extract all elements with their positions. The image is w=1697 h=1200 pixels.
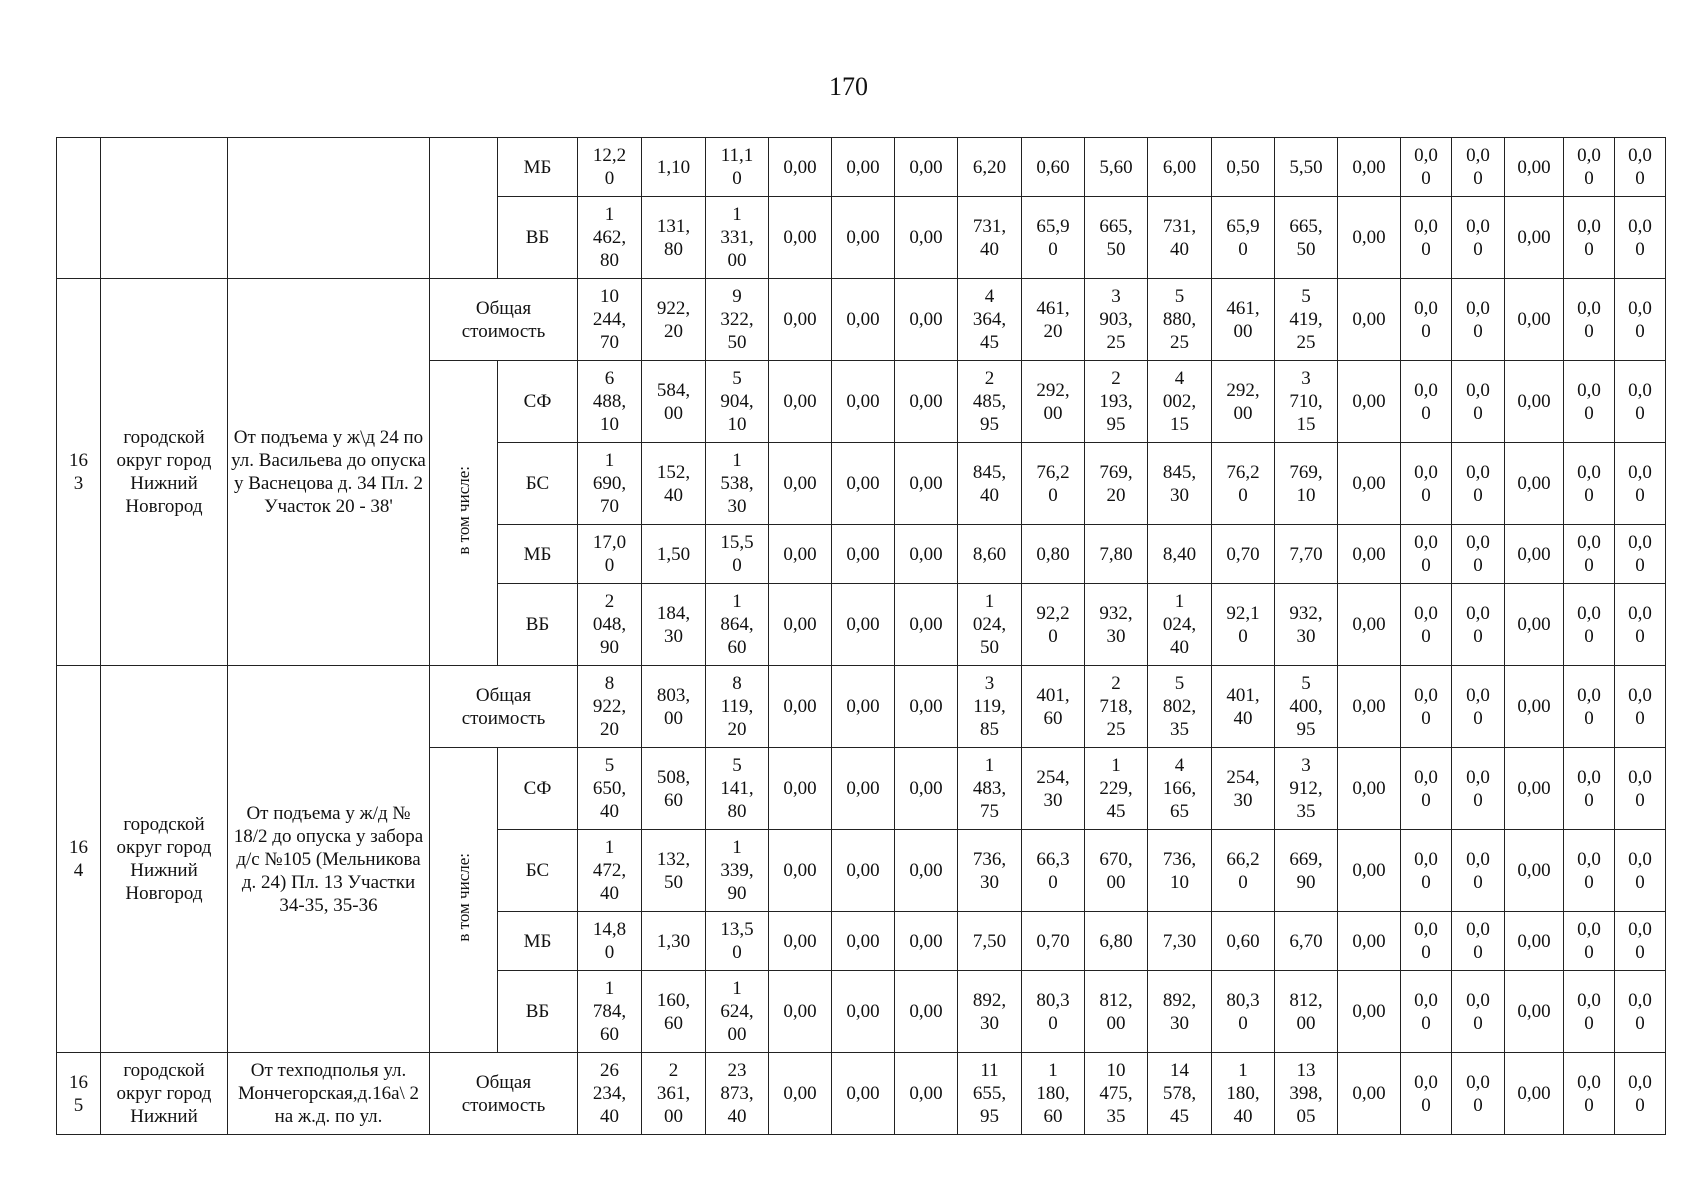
value-cell: 0,0 0 — [1401, 279, 1452, 361]
value-cell: 76,2 0 — [1022, 443, 1085, 525]
value-cell: 0,00 — [1505, 748, 1564, 830]
value-cell: 670, 00 — [1085, 830, 1148, 912]
value-cell: 0,60 — [1212, 912, 1275, 971]
value-cell: 584, 00 — [642, 361, 706, 443]
value-cell: 65,9 0 — [1022, 197, 1085, 279]
value-cell: 0,00 — [832, 138, 895, 197]
value-cell: 5 880, 25 — [1148, 279, 1212, 361]
value-cell: 1 024, 50 — [958, 584, 1022, 666]
value-cell: 0,0 0 — [1615, 197, 1666, 279]
table-body — [57, 138, 1666, 1135]
value-cell: 3 912, 35 — [1275, 748, 1338, 830]
value-cell: 131, 80 — [642, 197, 706, 279]
value-cell: 0,0 0 — [1615, 443, 1666, 525]
value-cell: 803, 00 — [642, 666, 706, 748]
value-cell: 14,8 0 — [578, 912, 642, 971]
value-cell: 0,0 0 — [1564, 138, 1615, 197]
value-cell: 1 483, 75 — [958, 748, 1022, 830]
value-cell: 2 361, 00 — [642, 1053, 706, 1135]
value-cell: 0,00 — [1338, 830, 1401, 912]
funding-source: ВБ — [498, 971, 578, 1053]
in-total-label — [430, 361, 498, 666]
value-cell: 17,0 0 — [578, 525, 642, 584]
value-cell: 0,00 — [769, 748, 832, 830]
value-cell: 1,10 — [642, 138, 706, 197]
value-cell: 254, 30 — [1022, 748, 1085, 830]
value-cell: 0,00 — [769, 1053, 832, 1135]
value-cell: 0,00 — [769, 279, 832, 361]
value-cell: 11,1 0 — [706, 138, 769, 197]
value-cell: 0,0 0 — [1452, 666, 1505, 748]
value-cell: 0,0 0 — [1452, 361, 1505, 443]
object-number-cell — [57, 138, 101, 279]
table-row — [57, 666, 1666, 748]
value-cell: 0,0 0 — [1401, 361, 1452, 443]
value-cell: 0,0 0 — [1564, 584, 1615, 666]
value-cell: 0,0 0 — [1615, 830, 1666, 912]
municipality: городской округ город Нижний — [101, 1053, 228, 1135]
value-cell: 0,0 0 — [1564, 912, 1615, 971]
value-cell: 0,0 0 — [1452, 279, 1505, 361]
municipality-cell — [101, 138, 228, 279]
value-cell: 0,0 0 — [1564, 443, 1615, 525]
value-cell: 1 229, 45 — [1085, 748, 1148, 830]
value-cell: 0,0 0 — [1401, 666, 1452, 748]
municipality: городской округ город Нижний Новгород — [101, 666, 228, 1053]
value-cell: 0,0 0 — [1452, 138, 1505, 197]
value-cell: 0,00 — [1338, 525, 1401, 584]
value-cell: 0,0 0 — [1401, 830, 1452, 912]
value-cell: 0,0 0 — [1401, 525, 1452, 584]
value-cell: 7,80 — [1085, 525, 1148, 584]
value-cell: 0,00 — [832, 912, 895, 971]
value-cell: 0,00 — [769, 443, 832, 525]
value-cell: 92,2 0 — [1022, 584, 1085, 666]
value-cell: 0,0 0 — [1564, 525, 1615, 584]
value-cell: 0,00 — [1338, 971, 1401, 1053]
value-cell: 7,30 — [1148, 912, 1212, 971]
value-cell: 1,30 — [642, 912, 706, 971]
object-number: 16 3 — [57, 279, 101, 666]
value-cell: 769, 20 — [1085, 443, 1148, 525]
value-cell: 932, 30 — [1275, 584, 1338, 666]
value-cell: 0,00 — [1505, 443, 1564, 525]
value-cell: 92,1 0 — [1212, 584, 1275, 666]
value-cell: 0,00 — [1505, 830, 1564, 912]
value-cell: 0,70 — [1212, 525, 1275, 584]
value-cell: 0,0 0 — [1564, 1053, 1615, 1135]
value-cell: 0,0 0 — [1615, 279, 1666, 361]
value-cell: 5 400, 95 — [1275, 666, 1338, 748]
value-cell: 0,00 — [1338, 666, 1401, 748]
value-cell: 0,00 — [1338, 361, 1401, 443]
value-cell: 0,00 — [895, 748, 958, 830]
value-cell: 0,00 — [832, 197, 895, 279]
value-cell: 66,3 0 — [1022, 830, 1085, 912]
value-cell: 10 244, 70 — [578, 279, 642, 361]
value-cell: 6,70 — [1275, 912, 1338, 971]
object-number: 16 5 — [57, 1053, 101, 1135]
value-cell: 1 690, 70 — [578, 443, 642, 525]
value-cell: 13 398, 05 — [1275, 1053, 1338, 1135]
value-cell: 0,0 0 — [1452, 830, 1505, 912]
value-cell: 932, 30 — [1085, 584, 1148, 666]
value-cell: 1 538, 30 — [706, 443, 769, 525]
value-cell: 14 578, 45 — [1148, 1053, 1212, 1135]
value-cell: 5,60 — [1085, 138, 1148, 197]
value-cell: 0,0 0 — [1452, 197, 1505, 279]
value-cell: 461, 00 — [1212, 279, 1275, 361]
value-cell: 0,50 — [1212, 138, 1275, 197]
value-cell: 0,00 — [1505, 138, 1564, 197]
value-cell: 0,00 — [1505, 666, 1564, 748]
value-cell: 254, 30 — [1212, 748, 1275, 830]
value-cell: 0,00 — [1338, 279, 1401, 361]
value-cell: 0,0 0 — [1564, 748, 1615, 830]
value-cell: 0,0 0 — [1452, 1053, 1505, 1135]
value-cell: 1,50 — [642, 525, 706, 584]
value-cell: 0,00 — [895, 361, 958, 443]
value-cell: 0,0 0 — [1615, 971, 1666, 1053]
value-cell: 1 864, 60 — [706, 584, 769, 666]
value-cell: 0,00 — [832, 1053, 895, 1135]
value-cell: 5,50 — [1275, 138, 1338, 197]
value-cell: 0,00 — [895, 525, 958, 584]
value-cell: 892, 30 — [958, 971, 1022, 1053]
value-cell: 8 119, 20 — [706, 666, 769, 748]
value-cell: 0,0 0 — [1401, 971, 1452, 1053]
funding-source: ВБ — [498, 197, 578, 279]
value-cell: 6,20 — [958, 138, 1022, 197]
value-cell: 0,00 — [1338, 1053, 1401, 1135]
municipality: городской округ город Нижний Новгород — [101, 279, 228, 666]
value-cell: 2 718, 25 — [1085, 666, 1148, 748]
value-cell: 0,0 0 — [1452, 443, 1505, 525]
value-cell: 0,00 — [1505, 525, 1564, 584]
value-cell: 8,40 — [1148, 525, 1212, 584]
value-cell: 0,0 0 — [1452, 912, 1505, 971]
value-cell: 0,00 — [832, 830, 895, 912]
value-cell: 0,00 — [832, 443, 895, 525]
value-cell: 0,00 — [1505, 1053, 1564, 1135]
value-cell: 0,0 0 — [1401, 912, 1452, 971]
value-cell: 0,00 — [1505, 971, 1564, 1053]
value-cell: 0,60 — [1022, 138, 1085, 197]
value-cell: 9 322, 50 — [706, 279, 769, 361]
value-cell: 5 141, 80 — [706, 748, 769, 830]
value-cell: 769, 10 — [1275, 443, 1338, 525]
value-cell: 0,0 0 — [1401, 197, 1452, 279]
value-cell: 812, 00 — [1275, 971, 1338, 1053]
value-cell: 401, 40 — [1212, 666, 1275, 748]
value-cell: 0,0 0 — [1564, 197, 1615, 279]
value-cell: 0,00 — [895, 1053, 958, 1135]
in-total-label — [430, 748, 498, 1053]
value-cell: 0,0 0 — [1452, 525, 1505, 584]
value-cell: 812, 00 — [1085, 971, 1148, 1053]
funding-source: МБ — [498, 138, 578, 197]
funding-source: ВБ — [498, 584, 578, 666]
value-cell: 731, 40 — [1148, 197, 1212, 279]
value-cell: 0,00 — [895, 666, 958, 748]
value-cell: 0,00 — [1338, 443, 1401, 525]
object-description: От техподполья ул. Мончегорская,д.16а\ 2 на ж.д. по ул. — [228, 1053, 430, 1135]
value-cell: 0,00 — [1505, 361, 1564, 443]
value-cell: 736, 10 — [1148, 830, 1212, 912]
value-cell: 5 650, 40 — [578, 748, 642, 830]
value-cell: 7,50 — [958, 912, 1022, 971]
object-description-cell — [228, 138, 430, 279]
value-cell: 845, 30 — [1148, 443, 1212, 525]
funding-source: МБ — [498, 912, 578, 971]
value-cell: 8,60 — [958, 525, 1022, 584]
value-cell: 0,00 — [1505, 912, 1564, 971]
value-cell: 508, 60 — [642, 748, 706, 830]
value-cell: 461, 20 — [1022, 279, 1085, 361]
in-total-text: в том числе: — [454, 852, 473, 942]
value-cell: 160, 60 — [642, 971, 706, 1053]
value-cell: 65,9 0 — [1212, 197, 1275, 279]
value-cell: 0,0 0 — [1564, 830, 1615, 912]
value-cell: 0,00 — [769, 525, 832, 584]
value-cell: 15,5 0 — [706, 525, 769, 584]
value-cell: 736, 30 — [958, 830, 1022, 912]
value-cell: 0,00 — [895, 138, 958, 197]
value-cell: 665, 50 — [1085, 197, 1148, 279]
value-cell: 7,70 — [1275, 525, 1338, 584]
object-description: От подъема у ж\д 24 по ул. Васильева до опуска у Васнецова д. 34 Пл. 2 Участок 20 - 38' — [228, 279, 430, 666]
object-description: От подъема у ж/д № 18/2 до опуска у забора д/с №105 (Мельникова д. 24) Пл. 13 Участки 34-35, 35-36 — [228, 666, 430, 1053]
value-cell: 0,0 0 — [1401, 1053, 1452, 1135]
value-cell: 80,3 0 — [1022, 971, 1085, 1053]
value-cell: 12,2 0 — [578, 138, 642, 197]
table-row — [57, 279, 1666, 361]
value-cell: 5 802, 35 — [1148, 666, 1212, 748]
value-cell: 0,0 0 — [1401, 584, 1452, 666]
value-cell: 0,00 — [832, 279, 895, 361]
value-cell: 0,00 — [769, 666, 832, 748]
funding-source: МБ — [498, 525, 578, 584]
value-cell: 0,00 — [769, 584, 832, 666]
value-cell: 0,00 — [832, 584, 895, 666]
funding-source: СФ — [498, 361, 578, 443]
value-cell: 10 475, 35 — [1085, 1053, 1148, 1135]
value-cell: 1 180, 40 — [1212, 1053, 1275, 1135]
value-cell: 845, 40 — [958, 443, 1022, 525]
value-cell: 0,00 — [895, 971, 958, 1053]
value-cell: 6,80 — [1085, 912, 1148, 971]
value-cell: 0,0 0 — [1615, 912, 1666, 971]
value-cell: 0,00 — [895, 279, 958, 361]
value-cell: 3 903, 25 — [1085, 279, 1148, 361]
value-cell: 0,00 — [769, 971, 832, 1053]
funding-source: СФ — [498, 748, 578, 830]
value-cell: 1 339, 90 — [706, 830, 769, 912]
value-cell: 0,0 0 — [1401, 138, 1452, 197]
value-cell: 1 024, 40 — [1148, 584, 1212, 666]
value-cell: 0,0 0 — [1615, 1053, 1666, 1135]
value-cell: 5 904, 10 — [706, 361, 769, 443]
value-cell: 0,00 — [895, 912, 958, 971]
value-cell: 0,00 — [1505, 279, 1564, 361]
value-cell: 0,0 0 — [1564, 666, 1615, 748]
value-cell: 0,0 0 — [1401, 748, 1452, 830]
total-cost-label: Общая стоимость — [430, 1053, 578, 1135]
value-cell: 6 488, 10 — [578, 361, 642, 443]
value-cell: 1 462, 80 — [578, 197, 642, 279]
value-cell: 23 873, 40 — [706, 1053, 769, 1135]
value-cell: 4 364, 45 — [958, 279, 1022, 361]
value-cell: 1 331, 00 — [706, 197, 769, 279]
value-cell: 0,00 — [1338, 138, 1401, 197]
table-row — [57, 138, 1666, 197]
value-cell: 2 485, 95 — [958, 361, 1022, 443]
total-cost-label: Общая стоимость — [430, 666, 578, 748]
value-cell: 13,5 0 — [706, 912, 769, 971]
value-cell: 0,0 0 — [1564, 361, 1615, 443]
value-cell: 0,00 — [832, 748, 895, 830]
funding-source: БС — [498, 443, 578, 525]
value-cell: 152, 40 — [642, 443, 706, 525]
value-cell: 665, 50 — [1275, 197, 1338, 279]
funding-source: БС — [498, 830, 578, 912]
value-cell: 401, 60 — [1022, 666, 1085, 748]
value-cell: 8 922, 20 — [578, 666, 642, 748]
value-cell: 0,00 — [1505, 197, 1564, 279]
value-cell: 0,00 — [1338, 748, 1401, 830]
value-cell: 0,00 — [832, 666, 895, 748]
value-cell: 5 419, 25 — [1275, 279, 1338, 361]
value-cell: 0,0 0 — [1564, 971, 1615, 1053]
value-cell: 292, 00 — [1022, 361, 1085, 443]
object-number: 16 4 — [57, 666, 101, 1053]
value-cell: 132, 50 — [642, 830, 706, 912]
value-cell: 1 180, 60 — [1022, 1053, 1085, 1135]
value-cell: 0,00 — [895, 443, 958, 525]
value-cell: 0,70 — [1022, 912, 1085, 971]
value-cell: 80,3 0 — [1212, 971, 1275, 1053]
value-cell: 0,0 0 — [1452, 748, 1505, 830]
page-number: 170 — [829, 72, 868, 101]
value-cell: 2 193, 95 — [1085, 361, 1148, 443]
value-cell: 0,00 — [895, 830, 958, 912]
value-cell: 11 655, 95 — [958, 1053, 1022, 1135]
value-cell: 4 166, 65 — [1148, 748, 1212, 830]
value-cell: 0,0 0 — [1401, 443, 1452, 525]
value-cell: 1 472, 40 — [578, 830, 642, 912]
value-cell: 0,00 — [895, 584, 958, 666]
value-cell: 6,00 — [1148, 138, 1212, 197]
total-cost-label: Общая стоимость — [430, 279, 578, 361]
value-cell: 669, 90 — [1275, 830, 1338, 912]
value-cell: 0,00 — [1338, 197, 1401, 279]
value-cell: 0,00 — [832, 361, 895, 443]
value-cell: 0,00 — [769, 197, 832, 279]
value-cell: 0,00 — [769, 912, 832, 971]
value-cell: 3 710, 15 — [1275, 361, 1338, 443]
value-cell: 0,00 — [1505, 584, 1564, 666]
value-cell: 0,0 0 — [1615, 361, 1666, 443]
value-cell: 26 234, 40 — [578, 1053, 642, 1135]
value-cell: 0,0 0 — [1564, 279, 1615, 361]
value-cell: 0,00 — [832, 971, 895, 1053]
table-row — [57, 1053, 1666, 1135]
value-cell: 184, 30 — [642, 584, 706, 666]
value-cell: 4 002, 15 — [1148, 361, 1212, 443]
in-total-text: в том числе: — [454, 465, 473, 555]
value-cell: 0,00 — [1338, 912, 1401, 971]
value-cell: 1 624, 00 — [706, 971, 769, 1053]
value-cell: 0,0 0 — [1615, 584, 1666, 666]
value-cell: 0,0 0 — [1615, 748, 1666, 830]
value-cell: 892, 30 — [1148, 971, 1212, 1053]
value-cell: 731, 40 — [958, 197, 1022, 279]
value-cell: 922, 20 — [642, 279, 706, 361]
value-cell: 0,0 0 — [1615, 138, 1666, 197]
in-total-label — [430, 138, 498, 279]
value-cell: 0,80 — [1022, 525, 1085, 584]
value-cell: 1 784, 60 — [578, 971, 642, 1053]
value-cell: 292, 00 — [1212, 361, 1275, 443]
value-cell: 0,00 — [832, 525, 895, 584]
value-cell: 0,00 — [769, 830, 832, 912]
value-cell: 0,0 0 — [1615, 525, 1666, 584]
value-cell: 76,2 0 — [1212, 443, 1275, 525]
value-cell: 0,00 — [769, 138, 832, 197]
value-cell: 0,0 0 — [1452, 971, 1505, 1053]
value-cell: 0,00 — [1338, 584, 1401, 666]
value-cell: 3 119, 85 — [958, 666, 1022, 748]
investment-table — [56, 137, 1666, 1135]
value-cell: 0,00 — [769, 361, 832, 443]
value-cell: 66,2 0 — [1212, 830, 1275, 912]
value-cell: 0,0 0 — [1615, 666, 1666, 748]
value-cell: 0,00 — [895, 197, 958, 279]
value-cell: 0,0 0 — [1452, 584, 1505, 666]
value-cell: 2 048, 90 — [578, 584, 642, 666]
